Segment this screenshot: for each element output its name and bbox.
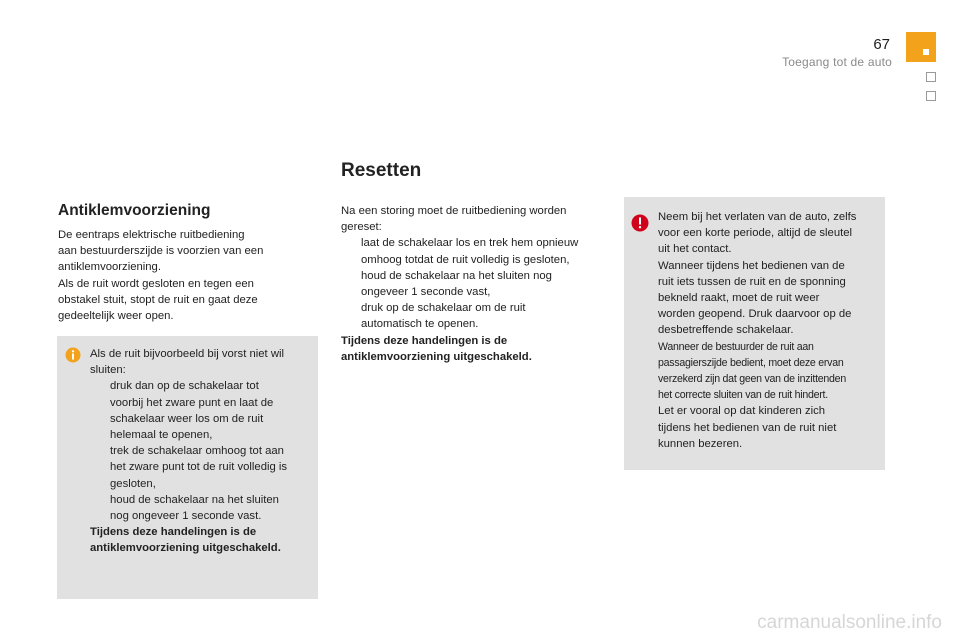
info-box	[57, 336, 318, 599]
list-item: druk op de schakelaar om de ruit automatisch te openen.	[341, 300, 611, 332]
list-item: trek de schakelaar omhoog tot aan het zware punt tot de ruit volledig is gesloten,	[90, 443, 314, 492]
bullet-icon	[90, 443, 110, 492]
list-item: laat de schakelaar los en trek hem opnieuw omhoog totdat de ruit volledig is gesloten,	[341, 235, 611, 267]
info-icon	[65, 347, 81, 368]
section-tab	[926, 72, 936, 82]
list-item: druk dan op de schakelaar tot voorbij het zware punt en laat de schakelaar weer los om de ruit helemaal te openen,	[90, 378, 314, 443]
warning-icon	[631, 214, 649, 237]
section-tab-active	[906, 32, 936, 62]
bullet-icon	[341, 268, 361, 300]
section-title: Toegang tot de auto	[782, 55, 892, 69]
bold-note: Tijdens deze handelingen is de	[341, 334, 508, 347]
bullet-icon	[341, 300, 361, 332]
warning-box	[624, 197, 885, 470]
resetten-heading: Resetten	[341, 160, 422, 181]
antiklem-heading: Antiklemvoorziening	[58, 202, 211, 219]
tab-marker	[923, 49, 929, 55]
antiklem-paragraph: De eentraps elektrische ruitbediening aan bestuurderszijde is voorzien van een antiklemvoorziening. Als de ruit wordt gesloten en tegen een obstakel stuit, stopt de ruit en gaat deze gedeeltelijk weer open.	[58, 229, 264, 323]
bold-note: antiklemvoorziening uitgeschakeld.	[341, 350, 532, 363]
bullet-icon	[90, 492, 110, 524]
warning-text: Neem bij het verlaten van de auto, zelfs voor een korte periode, altijd de sleutel uit het contact. Wanneer tijdens het bedienen van de ruit iets tussen de ruit en de sponning bekneld raakt, moet de ruit weer worden geopend. Druk daarvoor op de desbetreffende schakelaar. Wanneer de bestuurder de ruit aan passagierszijde bedient, moet deze ervan verzekerd zijn dat geen van de inzittenden het correcte sluiten van de ruit hindert. Let er vooral op dat kinderen zich tijdens het bedienen van de ruit niet kunnen bezeren.	[658, 211, 857, 450]
bold-note: antiklemvoorziening uitgeschakeld.	[90, 542, 281, 555]
page-number: 67	[873, 36, 890, 53]
bullet-icon	[90, 378, 110, 443]
list-item: houd de schakelaar na het sluiten nog ongeveer 1 seconde vast.	[90, 492, 314, 524]
bullet-icon	[341, 235, 361, 267]
info-text: Als de ruit bijvoorbeeld bij vorst niet wil sluiten: druk dan op de schakelaar tot voorbij het zware punt en laat de schakelaar weer los om de ruit helemaal te openen, trek de schakelaar omhoog tot aan het zware punt tot de ruit volledig is gesloten, houd de schakelaar na het sluiten nog ongeveer 1 seconde vast. Tijdens deze handelingen is de antiklemvoorziening uitgeschakeld.	[90, 346, 314, 557]
resetten-text: Na een storing moet de ruitbediening worden gereset: laat de schakelaar los en trek hem opnieuw omhoog totdat de ruit volledig is gesloten, houd de schakelaar na het sluiten nog ongeveer 1 seconde vast, druk op de schakelaar om de ruit automatisch te openen. Tijdens deze handelingen is de antiklemvoorziening uitgeschakeld.	[341, 203, 611, 365]
bold-note: Tijdens deze handelingen is de	[90, 526, 257, 539]
section-tab	[926, 91, 936, 101]
watermark: carmanualsonline.info	[757, 612, 942, 633]
list-item: houd de schakelaar na het sluiten nog ongeveer 1 seconde vast,	[341, 268, 611, 300]
